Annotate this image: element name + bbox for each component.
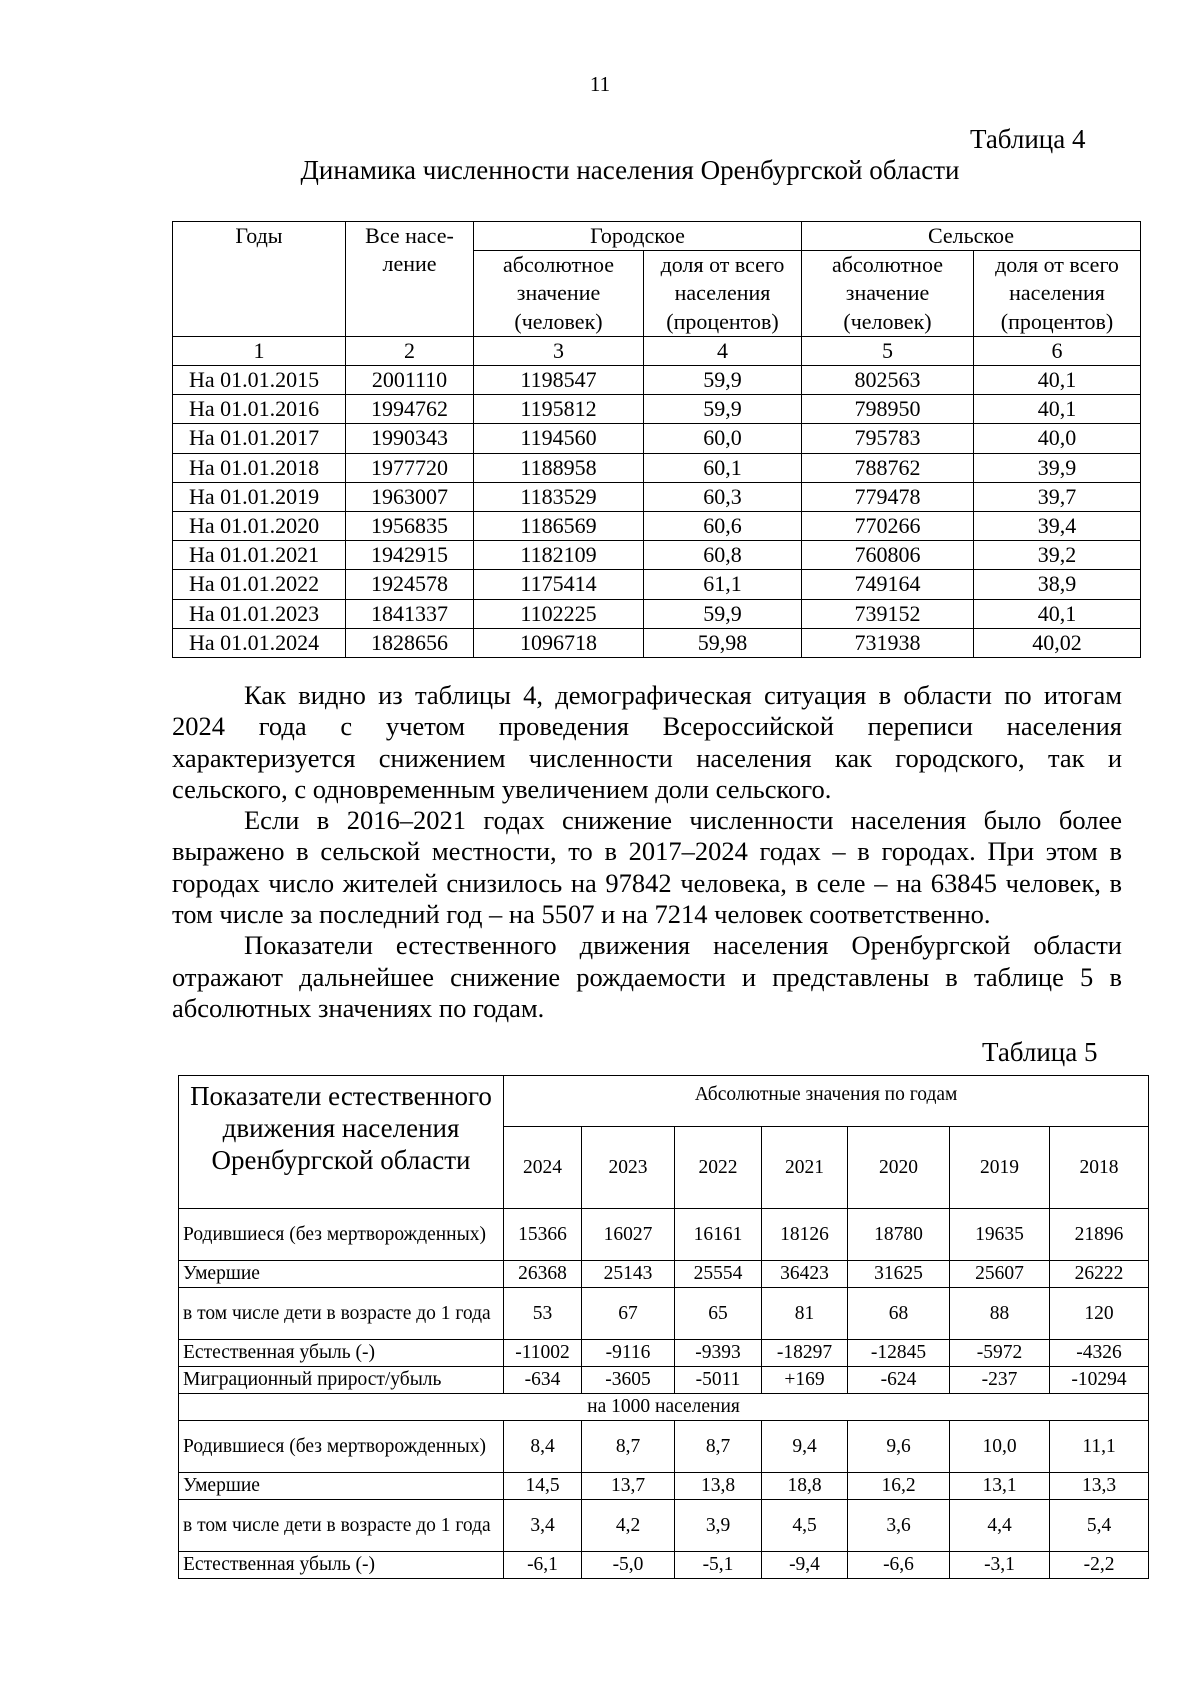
table-cell: 795783 [802,424,974,453]
column-number: 4 [644,336,802,365]
row-date: На 01.01.2024 [173,628,346,657]
table-cell: 770266 [802,512,974,541]
table-cell: 3,6 [848,1500,950,1552]
table-cell: 8,7 [675,1421,762,1473]
body-text [172,680,1122,1024]
row-date: На 01.01.2016 [173,395,346,424]
table-cell: 16,2 [848,1473,950,1500]
table-cell: 731938 [802,628,974,657]
header-indicators: Показатели естественного движения населения Оренбургской области [179,1076,504,1209]
column-number: 3 [474,336,644,365]
table-cell: -6,1 [504,1552,582,1579]
table-cell: -6,6 [848,1552,950,1579]
table-cell: -3605 [582,1367,675,1394]
table-cell: 1924578 [346,570,474,599]
row-date: На 01.01.2023 [173,599,346,628]
table-row [179,1500,1149,1552]
table-cell: 1990343 [346,424,474,453]
table-cell: -3,1 [950,1552,1050,1579]
row-label: Естественная убыль (-) [179,1340,504,1367]
table-cell: 59,98 [644,628,802,657]
header-urban-share: доля от всего населения (процентов) [644,251,802,337]
table-row [179,1261,1149,1288]
header-urban-absolute: абсолютное значение (человек) [474,251,644,337]
table-cell: 13,1 [950,1473,1050,1500]
table4-caption: Таблица 4 [970,124,1086,154]
table-cell: 36423 [762,1261,848,1288]
row-date: На 01.01.2021 [173,541,346,570]
table-row [179,1209,1149,1261]
table-row [179,1421,1149,1473]
table-cell: 39,4 [974,512,1141,541]
table-cell: 68 [848,1288,950,1340]
table-cell: 26222 [1050,1261,1149,1288]
row-label: Родившиеся (без мертворожденных) [179,1209,504,1261]
header-year: 2022 [675,1127,762,1209]
table-cell: 40,1 [974,599,1141,628]
table-cell: 13,8 [675,1473,762,1500]
table-row [173,570,1141,599]
table-cell: 60,0 [644,424,802,453]
table-cell: 61,1 [644,570,802,599]
table-cell: 25143 [582,1261,675,1288]
table-cell: 19635 [950,1209,1050,1261]
header-absolute-values: Абсолютные значения по годам [504,1076,1149,1127]
table-cell: -9116 [582,1340,675,1367]
table-cell: 21896 [1050,1209,1149,1261]
table-cell: 1828656 [346,628,474,657]
header-years: Годы [173,222,346,337]
table-cell: 39,2 [974,541,1141,570]
table-cell: 88 [950,1288,1050,1340]
table-cell: 15366 [504,1209,582,1261]
table-cell: 81 [762,1288,848,1340]
column-number: 2 [346,336,474,365]
table-cell: 9,4 [762,1421,848,1473]
table-cell: 1194560 [474,424,644,453]
table-cell: 26368 [504,1261,582,1288]
table4-title: Динамика численности населения Оренбургской области [300,155,960,185]
table-cell: 1994762 [346,395,474,424]
table-row [179,1552,1149,1579]
table-cell: 3,4 [504,1500,582,1552]
table-row [179,1340,1149,1367]
table-cell: 16027 [582,1209,675,1261]
table-cell: 65 [675,1288,762,1340]
table-row [173,453,1141,482]
table-cell: 60,1 [644,453,802,482]
table-cell: 1195812 [474,395,644,424]
table-cell: 40,1 [974,366,1141,395]
table-cell: 40,02 [974,628,1141,657]
table-cell: 3,9 [675,1500,762,1552]
table-cell: 14,5 [504,1473,582,1500]
table-cell: 39,9 [974,453,1141,482]
table-cell: -4326 [1050,1340,1149,1367]
table-cell: +169 [762,1367,848,1394]
table-cell: 18780 [848,1209,950,1261]
header-year: 2019 [950,1127,1050,1209]
column-number: 5 [802,336,974,365]
table-cell: 60,8 [644,541,802,570]
table-cell: 11,1 [1050,1421,1149,1473]
table-cell: 1186569 [474,512,644,541]
header-all-population: Все насе- ление [346,222,474,337]
header-urban: Городское [474,222,802,251]
table-cell: 788762 [802,453,974,482]
column-number: 1 [173,336,346,365]
table-row [173,366,1141,395]
table-row [173,628,1141,657]
table-cell: 120 [1050,1288,1149,1340]
table5-caption: Таблица 5 [982,1037,1098,1067]
table-cell: 60,3 [644,482,802,511]
table-cell: 1102225 [474,599,644,628]
header-year: 2020 [848,1127,950,1209]
table-cell: 1956835 [346,512,474,541]
header-year: 2018 [1050,1127,1149,1209]
population-dynamics-table [172,221,1141,658]
column-number-row [173,336,1141,365]
table-cell: 4,2 [582,1500,675,1552]
table-cell: 31625 [848,1261,950,1288]
table-cell: -5,0 [582,1552,675,1579]
table-cell: -237 [950,1367,1050,1394]
row-label: Умершие [179,1473,504,1500]
table-cell: 1841337 [346,599,474,628]
table-cell: 8,4 [504,1421,582,1473]
row-label: Миграционный прирост/убыль [179,1367,504,1394]
table-cell: 749164 [802,570,974,599]
table-cell: -5,1 [675,1552,762,1579]
header-year: 2023 [582,1127,675,1209]
per-1000-label: на 1000 населения [179,1394,1149,1421]
paragraph: Если в 2016–2021 годах снижение численности населения было более выражено в сельской местности, то в 2017–2024 годах – в городах. При этом в городах число жителей снизилось на 97842 человека, в селе – на 63845 человек, в том числе за последний год – на 5507 и на 7214 человек соответственно. [172,805,1122,930]
header-rural-share: доля от всего населения (процентов) [974,251,1141,337]
row-date: На 01.01.2017 [173,424,346,453]
row-date: На 01.01.2019 [173,482,346,511]
table-cell: 5,4 [1050,1500,1149,1552]
table-cell: 798950 [802,395,974,424]
table-cell: 40,0 [974,424,1141,453]
table-cell: 53 [504,1288,582,1340]
table-cell: -5011 [675,1367,762,1394]
table-cell: 59,9 [644,395,802,424]
table-cell: 25607 [950,1261,1050,1288]
natural-movement-table [178,1075,1149,1579]
table-cell: 4,4 [950,1500,1050,1552]
table-cell: 1188958 [474,453,644,482]
header-year: 2024 [504,1127,582,1209]
header-rural-absolute: абсолютное значение (человек) [802,251,974,337]
table-cell: 25554 [675,1261,762,1288]
table-row [173,424,1141,453]
table-cell: 1182109 [474,541,644,570]
table-cell: -9393 [675,1340,762,1367]
table-cell: -2,2 [1050,1552,1149,1579]
paragraph: Как видно из таблицы 4, демографическая ситуация в области по итогам 2024 года с учетом проведения Всероссийской переписи населения характеризуется снижением численности населения как городского, так и сельского, с одновременным увеличением доли сельского. [172,680,1122,804]
header-rural: Сельское [802,222,1141,251]
table-cell: 4,5 [762,1500,848,1552]
table-cell: 10,0 [950,1421,1050,1473]
row-label: Естественная убыль (-) [179,1552,504,1579]
table-cell: 802563 [802,366,974,395]
row-date: На 01.01.2022 [173,570,346,599]
table-cell: -624 [848,1367,950,1394]
table-cell: 18,8 [762,1473,848,1500]
table-cell: 39,7 [974,482,1141,511]
table-cell: 8,7 [582,1421,675,1473]
table-row [179,1473,1149,1500]
page-number: 11 [589,72,611,96]
table-cell: 1963007 [346,482,474,511]
table-row [179,1288,1149,1340]
table-cell: 1096718 [474,628,644,657]
table-cell: 13,7 [582,1473,675,1500]
table5-header-row-1 [179,1076,1149,1127]
column-number: 6 [974,336,1141,365]
row-label: Умершие [179,1261,504,1288]
table-cell: 739152 [802,599,974,628]
table-row [173,482,1141,511]
table-row [173,599,1141,628]
table-cell: 38,9 [974,570,1141,599]
table-cell: -18297 [762,1340,848,1367]
table-cell: 60,6 [644,512,802,541]
row-label: в том числе дети в возрасте до 1 года [179,1500,504,1552]
table-cell: 1942915 [346,541,474,570]
table-row [173,541,1141,570]
table-row [173,512,1141,541]
table-cell: -5972 [950,1340,1050,1367]
table-cell: 1977720 [346,453,474,482]
row-date: На 01.01.2015 [173,366,346,395]
table-cell: 760806 [802,541,974,570]
table-cell: 779478 [802,482,974,511]
table-cell: 1183529 [474,482,644,511]
table4-header-row-1 [173,222,1141,251]
table-row [179,1367,1149,1394]
table-cell: -10294 [1050,1367,1149,1394]
table-cell: 67 [582,1288,675,1340]
table-cell: 40,1 [974,395,1141,424]
row-date: На 01.01.2020 [173,512,346,541]
row-label: Родившиеся (без мертворожденных) [179,1421,504,1473]
table-cell: 16161 [675,1209,762,1261]
table-cell: -634 [504,1367,582,1394]
paragraph: Показатели естественного движения населения Оренбургской области отражают дальнейшее снижение рождаемости и представлены в таблице 5 в абсолютных значениях по годам. [172,930,1122,1023]
table-cell: 18126 [762,1209,848,1261]
table-row [173,395,1141,424]
header-year: 2021 [762,1127,848,1209]
table-cell: 1198547 [474,366,644,395]
table-cell: 1175414 [474,570,644,599]
table-cell: -11002 [504,1340,582,1367]
table-cell: 59,9 [644,366,802,395]
table-cell: 2001110 [346,366,474,395]
table-cell: 13,3 [1050,1473,1149,1500]
row-label: в том числе дети в возрасте до 1 года [179,1288,504,1340]
row-date: На 01.01.2018 [173,453,346,482]
table-cell: 9,6 [848,1421,950,1473]
table-cell: -12845 [848,1340,950,1367]
table-cell: 59,9 [644,599,802,628]
section-row [179,1394,1149,1421]
table-cell: -9,4 [762,1552,848,1579]
